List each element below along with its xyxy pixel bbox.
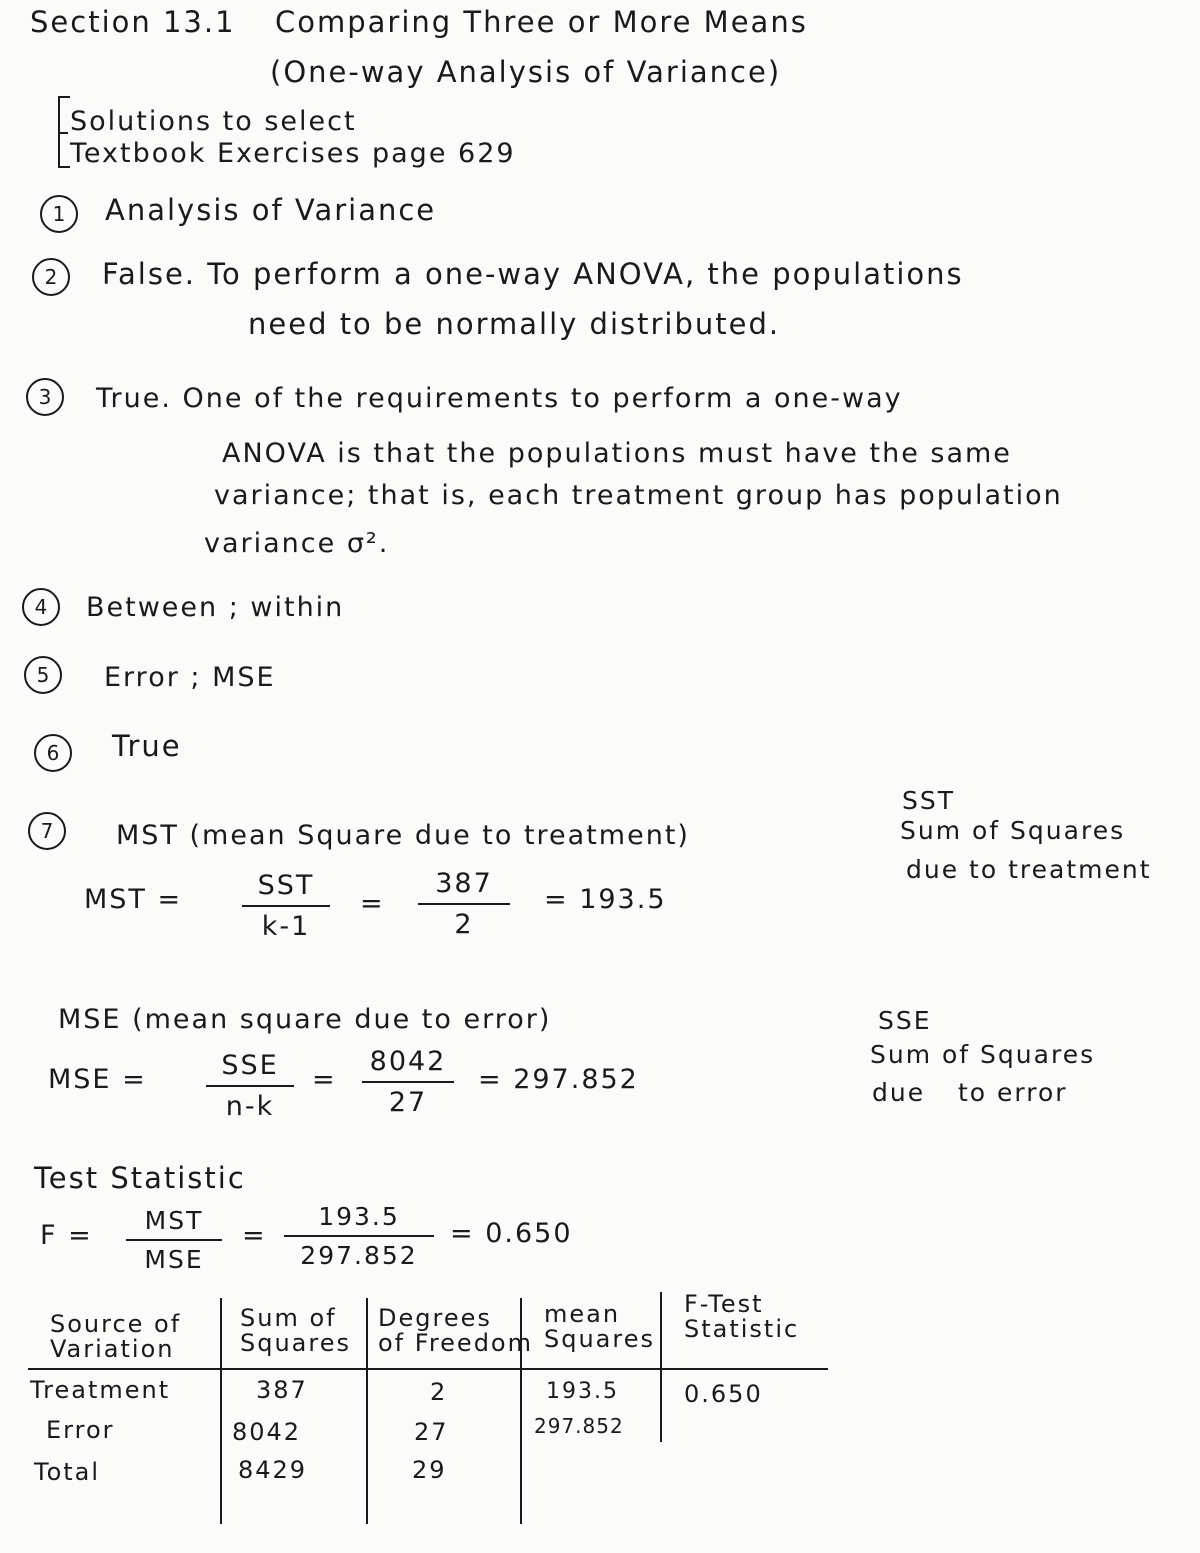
mst-result: = 193.5: [544, 884, 667, 915]
header-source: Source of Variation: [50, 1310, 182, 1364]
header-sum-of-squares: Sum of Squares: [240, 1304, 351, 1358]
answer-6-text: True: [112, 729, 182, 763]
answer-number-4: 4: [22, 588, 60, 626]
mse-denominator-symbolic: n-k: [225, 1091, 275, 1122]
row-error-ms: 297.852: [534, 1414, 624, 1438]
sse-note-line-2: Sum of Squares: [870, 1040, 1096, 1069]
sst-note-line-2: Sum of Squares: [900, 816, 1126, 845]
mse-result: = 297.852: [478, 1064, 639, 1095]
row-total-ss: 8429: [238, 1456, 308, 1484]
test-statistic-heading: Test Statistic: [34, 1161, 246, 1195]
answer-number-7: 7: [28, 812, 66, 850]
row-treatment-f: 0.650: [684, 1380, 763, 1408]
f-numerator-symbolic: MST: [126, 1206, 222, 1241]
mse-heading: MSE (mean square due to error): [58, 1004, 552, 1035]
mst-fraction-symbolic: [242, 870, 330, 942]
mst-lhs: MST =: [84, 884, 183, 915]
f-equals: =: [242, 1220, 267, 1251]
f-fraction-symbolic: [126, 1206, 222, 1274]
mse-equals: =: [312, 1064, 337, 1095]
table-header-rule: [28, 1368, 828, 1370]
table-rule-v2: [366, 1298, 368, 1524]
answer-2-line-1: False. To perform a one-way ANOVA, the populations: [102, 257, 964, 291]
row-total-source: Total: [34, 1458, 101, 1486]
f-result: = 0.650: [450, 1218, 573, 1249]
answer-number-2: 2: [32, 258, 70, 296]
f-lhs: F =: [40, 1220, 93, 1251]
mse-numerator-numeric: 8042: [362, 1046, 454, 1083]
row-total-df: 29: [412, 1456, 447, 1484]
mst-fraction-numeric: [418, 868, 510, 940]
table-rule-v1: [220, 1298, 222, 1524]
answer-number-5: 5: [24, 656, 62, 694]
anova-table: [28, 1292, 828, 1524]
sst-note-line-3: due to treatment: [906, 855, 1152, 884]
page-subtitle: (One-way Analysis of Variance): [270, 55, 782, 89]
row-treatment-source: Treatment: [30, 1376, 171, 1404]
sse-note-line-3a: due: [872, 1078, 926, 1107]
row-treatment-df: 2: [430, 1378, 448, 1406]
mst-numerator-numeric: 387: [418, 868, 510, 905]
answer-7-heading: MST (mean Square due to treatment): [116, 820, 690, 851]
mst-equals: =: [360, 888, 385, 919]
row-treatment-ss: 387: [256, 1376, 308, 1404]
row-error-df: 27: [414, 1418, 449, 1446]
answer-number-6: 6: [34, 734, 72, 772]
mst-numerator-symbolic: SST: [242, 870, 330, 907]
sse-note-line-3b: to error: [958, 1078, 1068, 1107]
mst-denominator-symbolic: k-1: [261, 911, 311, 942]
answer-number-1: 1: [40, 195, 78, 233]
answer-3-line-2: ANOVA is that the populations must have the same: [222, 438, 1012, 469]
header-degrees-of-freedom: Degrees of Freedom: [378, 1304, 533, 1358]
mse-numerator-symbolic: SSE: [206, 1050, 294, 1087]
header-mean-squares: mean Squares: [544, 1300, 655, 1354]
row-treatment-ms: 193.5: [546, 1379, 619, 1404]
answer-1-text: Analysis of Variance: [105, 193, 437, 227]
section-label: Section 13.1: [30, 5, 236, 39]
answer-5-text: Error ; MSE: [104, 662, 276, 693]
page-title: Comparing Three or More Means: [275, 5, 808, 39]
f-denominator-symbolic: MSE: [144, 1245, 204, 1274]
answer-3-line-3: variance; that is, each treatment group has population: [214, 480, 1063, 511]
f-numerator-numeric: 193.5: [284, 1202, 434, 1237]
answer-3-line-1: True. One of the requirements to perform a one-way: [96, 383, 903, 414]
answer-3-line-4: variance σ².: [204, 528, 390, 559]
answer-number-3: 3: [26, 378, 64, 416]
sse-note-line-1: SSE: [878, 1006, 932, 1035]
mse-fraction-numeric: [362, 1046, 454, 1118]
mse-fraction-symbolic: [206, 1050, 294, 1122]
mse-denominator-numeric: 27: [388, 1087, 428, 1118]
note-bracket-divider: [58, 132, 68, 134]
row-error-source: Error: [46, 1416, 115, 1444]
table-rule-v4: [660, 1292, 662, 1442]
sst-note-line-1: SST: [902, 786, 956, 815]
mse-lhs: MSE =: [48, 1064, 147, 1095]
f-denominator-numeric: 297.852: [300, 1241, 418, 1270]
mst-denominator-numeric: 2: [454, 909, 474, 940]
note-line-1: Solutions to select: [70, 106, 357, 137]
answer-4-text: Between ; within: [86, 592, 345, 623]
f-fraction-numeric: [284, 1202, 434, 1270]
answer-2-line-2: need to be normally distributed.: [248, 307, 781, 341]
row-error-ss: 8042: [232, 1418, 302, 1446]
header-f-statistic: F-Test Statistic: [684, 1290, 800, 1344]
note-line-2: Textbook Exercises page 629: [70, 138, 516, 169]
